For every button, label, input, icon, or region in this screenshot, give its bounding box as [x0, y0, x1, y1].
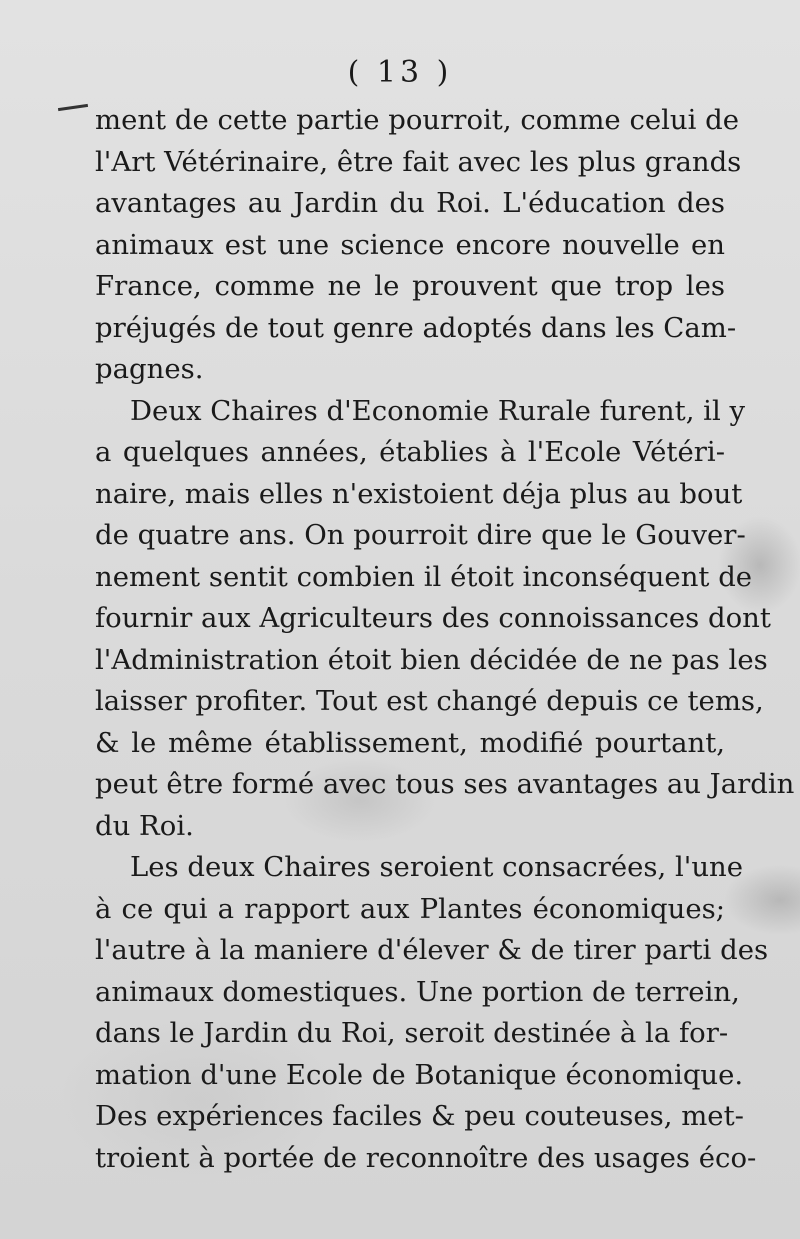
text-line: du Roi. — [95, 809, 194, 842]
text-line: préjugés de tout genre adoptés dans les Cam- — [95, 311, 737, 344]
margin-mark — [58, 104, 88, 111]
text-line: l'Art Vétérinaire, être fait avec les plus grands — [95, 145, 742, 178]
text-line: troient à portée de reconnoître des usages éco- — [95, 1141, 757, 1174]
body-text — [95, 100, 795, 1179]
text-line: France, comme ne le prouvent que trop les — [95, 270, 725, 302]
text-line: avantages au Jardin du Roi. L'éducation des — [95, 187, 725, 219]
text-line: ment de cette partie pourroit, comme celui de — [95, 104, 740, 136]
text-line: peut être formé avec tous ses avantages au Jardin — [95, 768, 795, 800]
text-line: animaux domestiques. Une portion de terrein, — [95, 975, 740, 1008]
text-line: fournir aux Agriculteurs des connoissances dont — [95, 602, 771, 634]
text-line: laisser profiter. Tout est changé depuis ce tems, — [95, 685, 764, 717]
text-line: animaux est une science encore nouvelle en — [95, 228, 725, 261]
text-line: Des expériences faciles & peu couteuses, met- — [95, 1100, 744, 1132]
text-line: Les deux Chaires seroient consacrées, l'une — [130, 851, 744, 883]
page-number: ( 13 ) — [347, 55, 453, 90]
text-line: l'autre à la maniere d'élever & de tirer parti des — [95, 934, 769, 966]
text-line: dans le Jardin du Roi, seroit destinée à la for- — [95, 1017, 729, 1049]
text-line: nement sentit combien il étoit inconséquent de — [95, 560, 753, 593]
text-line: pagnes. — [95, 353, 204, 385]
text-line: de quatre ans. On pourroit dire que le Gouver- — [95, 519, 746, 551]
text-line: & le même établissement, modifié pourtant, — [95, 726, 725, 759]
text-line: mation d'une Ecole de Botanique économique. — [95, 1058, 744, 1091]
text-line: Deux Chaires d'Economie Rurale furent, il y — [130, 394, 746, 427]
text-line: l'Administration étoit bien décidée de ne pas les — [95, 643, 768, 676]
text-line: à ce qui a rapport aux Plantes économiques; — [95, 892, 725, 925]
text-line: naire, mais elles n'existoient déja plus au bout — [95, 477, 743, 510]
text-line: a quelques années, établies à l'Ecole Vétéri- — [95, 436, 725, 468]
